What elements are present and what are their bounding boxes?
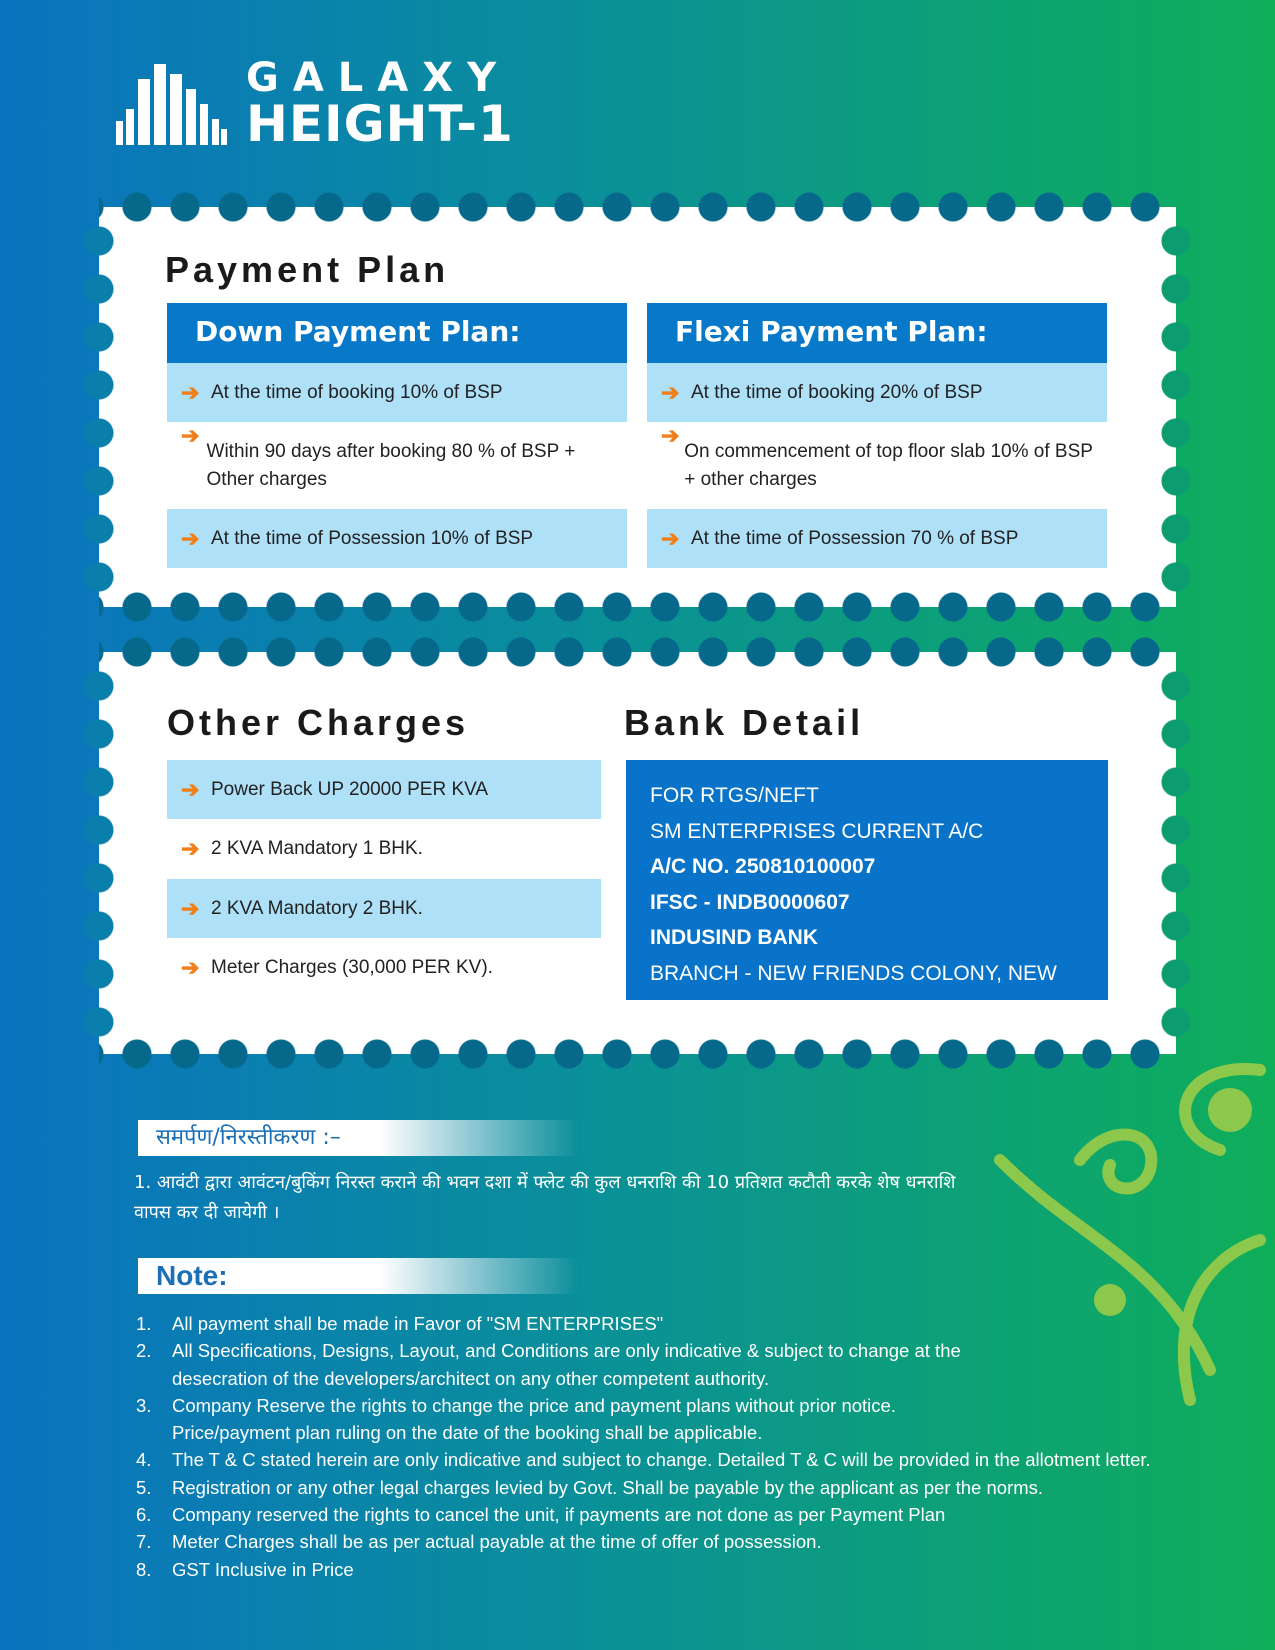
note-number: 8. <box>136 1558 152 1580</box>
note-number: 5. <box>136 1476 152 1498</box>
note-item <box>136 1392 1151 1447</box>
arrow-icon: ➔ <box>181 379 200 405</box>
list-item <box>647 422 1107 509</box>
item-text: Meter Charges (30,000 PER KV). <box>211 957 493 978</box>
arrow-icon: ➔ <box>181 895 200 921</box>
list-item <box>167 509 627 568</box>
arrow-icon: ➔ <box>181 955 200 980</box>
item-text: At the time of Possession 10% of BSP <box>211 527 534 549</box>
note-text: Company Reserve the rights to change the price and payment plans without prior notice. Price/payment plan ruling on the date of the booking shall be applicable. <box>172 1394 896 1444</box>
notes-list <box>136 1310 1151 1583</box>
building-icon <box>116 59 228 149</box>
note-number: 1. <box>136 1313 152 1334</box>
payment-plan-card <box>99 207 1176 607</box>
payment-plan-title: Payment Plan <box>165 249 450 290</box>
note-text: Registration or any other legal charges levied by Govt. Shall be payable by the applicant as per the norms. <box>172 1476 1044 1498</box>
surrender-text: 1. आवंटी द्वारा आवंटन/बुकिंग निरस्त कराने की भवन दशा में फ्लेट की कुल धनराशि की 10 प्रतिशत कटौती करके शेष धनराशि वापस कर दी जायेगी । <box>134 1172 956 1223</box>
note-item <box>136 1310 1151 1337</box>
arrow-icon: ➔ <box>661 379 680 405</box>
note-text: Company reserved the rights to cancel the unit, if payments are not done as per Payment Plan <box>172 1504 946 1526</box>
arrow-icon: ➔ <box>181 423 200 448</box>
arrow-icon: ➔ <box>661 423 680 448</box>
note-item <box>136 1337 1151 1392</box>
surrender-heading-band <box>138 1120 578 1156</box>
arrow-icon: ➔ <box>181 836 200 861</box>
note-item <box>136 1446 1151 1473</box>
note-number: 6. <box>136 1504 152 1526</box>
note-number: 2. <box>136 1340 152 1362</box>
note-number: 7. <box>136 1531 152 1553</box>
surrender-title: समर्पण/निरस्तीकरण :– <box>156 1125 341 1150</box>
list-item <box>167 363 627 422</box>
logo-line2: HEIGHT-1 <box>246 95 514 153</box>
note-number: 3. <box>136 1394 152 1416</box>
brand-logo <box>116 55 514 153</box>
note-number: 4. <box>136 1449 152 1471</box>
bank-detail-title: Bank Detail <box>624 702 865 743</box>
list-item <box>167 938 601 998</box>
item-text: 2 KVA Mandatory 1 BHK. <box>211 838 423 859</box>
note-text: The T & C stated herein are only indicative and subject to change. Detailed T & C will be provided in the allotment letter. <box>172 1449 1151 1471</box>
note-text: Meter Charges shall be as per actual payable at the time of offer of possession. <box>172 1531 822 1553</box>
ifsc-code: IFSC - INDB0000607 <box>650 890 850 914</box>
bank-name: INDUSIND BANK <box>650 926 818 949</box>
item-text: At the time of Possession 70 % of BSP <box>691 527 1019 549</box>
note-item <box>136 1528 1151 1555</box>
bank-detail-box <box>626 760 1108 1020</box>
item-text: At the time of booking 20% of BSP <box>691 381 983 403</box>
list-item <box>167 819 601 879</box>
arrow-icon: ➔ <box>181 776 200 802</box>
list-item <box>647 363 1107 422</box>
down-payment-plan <box>167 303 627 568</box>
item-text: Within 90 days after booking 80 % of BSP + Other charges <box>206 440 576 490</box>
other-charges-list <box>167 760 601 998</box>
arrow-icon: ➔ <box>181 525 200 551</box>
list-item <box>167 760 601 819</box>
item-text: Power Back UP 20000 PER KVA <box>211 778 489 800</box>
bank-branch: BRANCH - NEW FRIENDS COLONY, NEW DELHI <box>650 961 1057 1020</box>
item-text: On commencement of top floor slab 10% of BSP + other charges <box>684 440 1093 490</box>
list-item <box>167 879 601 938</box>
note-item <box>136 1501 1151 1528</box>
account-number: A/C NO. 250810100007 <box>650 855 876 878</box>
list-item <box>647 509 1107 568</box>
list-item <box>167 422 627 509</box>
note-item <box>136 1474 1151 1501</box>
note-title: Note: <box>156 1260 228 1291</box>
flexi-payment-plan <box>647 303 1107 568</box>
bank-line: SM ENTERPRISES CURRENT A/C <box>650 819 984 843</box>
note-text: GST Inclusive in Price <box>172 1558 354 1580</box>
flexi-plan-header: Flexi Payment Plan: <box>647 303 1107 363</box>
other-charges-title: Other Charges <box>167 702 470 743</box>
note-heading-band <box>138 1258 578 1294</box>
note-text: All payment shall be made in Favor of "SM ENTERPRISES" <box>172 1313 664 1334</box>
item-text: 2 KVA Mandatory 2 BHK. <box>211 897 423 919</box>
charges-bank-card <box>99 652 1176 1054</box>
logo-line1: GALAXY <box>246 55 511 101</box>
bank-line: FOR RTGS/NEFT <box>650 784 819 807</box>
arrow-icon: ➔ <box>661 525 680 551</box>
item-text: At the time of booking 10% of BSP <box>211 381 503 403</box>
down-plan-header: Down Payment Plan: <box>167 303 627 363</box>
note-text: All Specifications, Designs, Layout, and Conditions are only indicative & subject to change at the desecration of the developers/architect on any other competent authority. <box>172 1340 961 1389</box>
note-item <box>136 1556 1151 1583</box>
